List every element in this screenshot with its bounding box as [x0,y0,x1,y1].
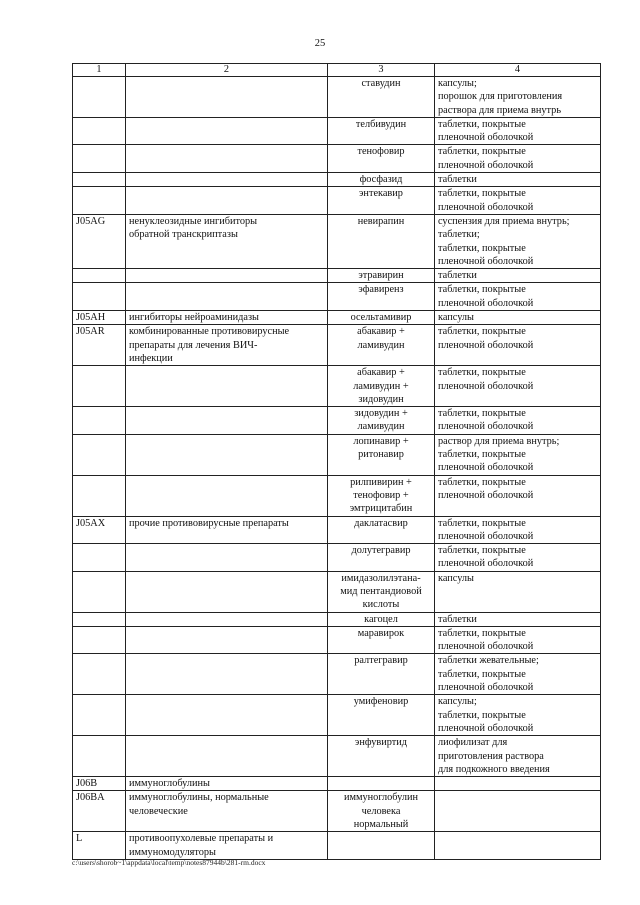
dosage-form-cell: таблетки, покрытые пленочной оболочкой [435,626,601,654]
substance-cell [328,832,435,860]
substance-cell: кагоцел [328,612,435,626]
dosage-form-cell [435,832,601,860]
footer-file-path: c:\users\shorob~1\appdata\local\temp\notes87944b\281-rm.docx [72,858,266,867]
code-cell [73,612,126,626]
column-header-4: 4 [435,64,601,77]
group-cell: ингибиторы нейроаминидазы [126,311,328,325]
table-row [73,145,601,173]
substance-cell: фосфазид [328,173,435,187]
table-row [73,571,601,612]
dosage-form-cell [435,777,601,791]
table-row [73,407,601,435]
group-cell [126,612,328,626]
substance-cell: имидазолилэтана- мид пентандиовой кислоты [328,571,435,612]
table-row [73,117,601,145]
group-cell [126,145,328,173]
code-cell [73,173,126,187]
table-row [73,516,601,544]
code-cell: J06BA [73,791,126,832]
table-row [73,366,601,407]
substance-cell: абакавир + ламивудин [328,325,435,366]
substance-cell: даклатасвир [328,516,435,544]
code-cell [73,187,126,215]
substance-cell: осельтамивир [328,311,435,325]
substance-cell [328,777,435,791]
dosage-form-cell: суспензия для приема внутрь; таблетки; таблетки, покрытые пленочной оболочкой [435,214,601,268]
table-body [73,77,601,860]
group-cell [126,187,328,215]
substance-cell: ралтегравир [328,654,435,695]
column-header-1: 1 [73,64,126,77]
table-row [73,434,601,475]
dosage-form-cell: таблетки, покрытые пленочной оболочкой [435,325,601,366]
code-cell [73,736,126,777]
substance-cell: энфувиртид [328,736,435,777]
substance-cell: долутегравир [328,544,435,572]
table-row [73,791,601,832]
substance-cell: эфавиренз [328,283,435,311]
table-row [73,654,601,695]
substance-cell: зидовудин + ламивудин [328,407,435,435]
group-cell [126,283,328,311]
code-cell [73,626,126,654]
table-row [73,77,601,118]
code-cell: J06B [73,777,126,791]
table-row [73,626,601,654]
group-cell [126,736,328,777]
substance-cell: ставудин [328,77,435,118]
table-row [73,612,601,626]
dosage-form-cell [435,791,601,832]
code-cell [73,366,126,407]
group-cell: иммуноглобулины [126,777,328,791]
group-cell [126,571,328,612]
code-cell: J05AG [73,214,126,268]
substance-cell: невирапин [328,214,435,268]
code-cell [73,117,126,145]
table-row [73,325,601,366]
substance-cell: абакавир + ламивудин + зидовудин [328,366,435,407]
substance-cell: этравирин [328,269,435,283]
code-cell [73,475,126,516]
dosage-form-cell: таблетки [435,269,601,283]
table-row [73,173,601,187]
substance-cell: энтекавир [328,187,435,215]
column-header-2: 2 [126,64,328,77]
dosage-form-cell: капсулы [435,571,601,612]
column-header-3: 3 [328,64,435,77]
table-row [73,283,601,311]
substance-cell: умифеновир [328,695,435,736]
group-cell: прочие противовирусные препараты [126,516,328,544]
table-row [73,311,601,325]
group-cell [126,544,328,572]
group-cell: комбинированные противовирусные препараты для лечения ВИЧ- инфекции [126,325,328,366]
table-row [73,544,601,572]
table-header-row [73,64,601,77]
group-cell [126,366,328,407]
dosage-form-cell: капсулы [435,311,601,325]
group-cell [126,269,328,283]
dosage-form-cell: таблетки жевательные; таблетки, покрытые пленочной оболочкой [435,654,601,695]
table-row [73,695,601,736]
group-cell [126,117,328,145]
medicines-table [72,63,601,860]
table-row [73,475,601,516]
group-cell: иммуноглобулины, нормальные человеческие [126,791,328,832]
code-cell [73,434,126,475]
code-cell: J05AX [73,516,126,544]
code-cell [73,571,126,612]
group-cell [126,77,328,118]
code-cell: J05AH [73,311,126,325]
dosage-form-cell: таблетки, покрытые пленочной оболочкой [435,475,601,516]
dosage-form-cell: капсулы; таблетки, покрытые пленочной оболочкой [435,695,601,736]
group-cell [126,475,328,516]
substance-cell: маравирок [328,626,435,654]
dosage-form-cell: таблетки, покрытые пленочной оболочкой [435,516,601,544]
substance-cell: рилпивирин + тенофовир + эмтрицитабин [328,475,435,516]
table-row [73,187,601,215]
code-cell [73,269,126,283]
dosage-form-cell: лиофилизат для приготовления раствора для подкожного введения [435,736,601,777]
dosage-form-cell: раствор для приема внутрь; таблетки, покрытые пленочной оболочкой [435,434,601,475]
dosage-form-cell: таблетки, покрытые пленочной оболочкой [435,117,601,145]
dosage-form-cell: таблетки [435,612,601,626]
dosage-form-cell: таблетки [435,173,601,187]
code-cell [73,695,126,736]
group-cell [126,695,328,736]
group-cell [126,173,328,187]
dosage-form-cell: таблетки, покрытые пленочной оболочкой [435,366,601,407]
group-cell [126,434,328,475]
code-cell [73,283,126,311]
substance-cell: лопинавир + ритонавир [328,434,435,475]
table-row [73,832,601,860]
group-cell [126,626,328,654]
substance-cell: телбивудин [328,117,435,145]
substance-cell: тенофовир [328,145,435,173]
table-row [73,269,601,283]
table-row [73,736,601,777]
code-cell [73,544,126,572]
dosage-form-cell: таблетки, покрытые пленочной оболочкой [435,544,601,572]
code-cell [73,654,126,695]
code-cell: L [73,832,126,860]
group-cell [126,407,328,435]
group-cell: ненуклеозидные ингибиторы обратной транскриптазы [126,214,328,268]
code-cell [73,145,126,173]
code-cell: J05AR [73,325,126,366]
code-cell [73,77,126,118]
dosage-form-cell: таблетки, покрытые пленочной оболочкой [435,407,601,435]
dosage-form-cell: таблетки, покрытые пленочной оболочкой [435,283,601,311]
dosage-form-cell: таблетки, покрытые пленочной оболочкой [435,187,601,215]
table-row [73,214,601,268]
table-row [73,777,601,791]
group-cell [126,654,328,695]
code-cell [73,407,126,435]
group-cell: противоопухолевые препараты и иммуномодуляторы [126,832,328,860]
dosage-form-cell: капсулы; порошок для приготовления раствора для приема внутрь [435,77,601,118]
substance-cell: иммуноглобулин человека нормальный [328,791,435,832]
page-number: 25 [314,38,326,49]
dosage-form-cell: таблетки, покрытые пленочной оболочкой [435,145,601,173]
